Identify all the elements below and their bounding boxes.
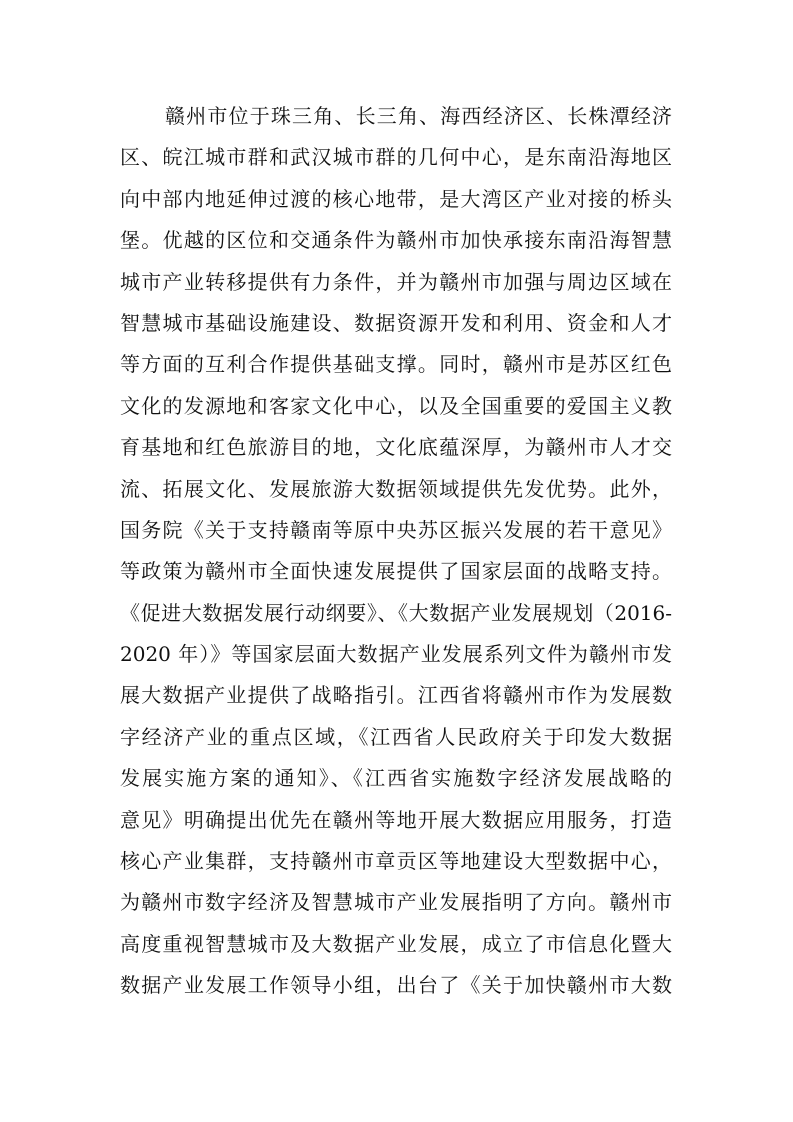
text-line: 展大数据产业提供了战略指引。江西省将赣州市作为发展数 [120,683,672,708]
text-line: 高度重视智慧城市及大数据产业发展，成立了市信息化暨大 [120,931,672,956]
text-line: 字经济产业的重点区域，《江西省人民政府关于印发大数据 [120,724,672,749]
document-body [120,96,672,1007]
text-line: 向中部内地延伸过渡的核心地带，是大湾区产业对接的桥头 [120,186,672,211]
text-line: 《促进大数据发展行动纲要》、《大数据产业发展规划（2016- [120,600,672,625]
text-line: 文化的发源地和客家文化中心，以及全国重要的爱国主义教 [120,393,672,418]
text-line: 核心产业集群，支持赣州市章贡区等地建设大型数据中心， [120,849,672,874]
text-line: 2020 年）》等国家层面大数据产业发展系列文件为赣州市发 [120,642,672,667]
text-line: 流、拓展文化、发展旅游大数据领域提供先发优势。此外， [120,476,672,501]
text-line: 区、皖江城市群和武汉城市群的几何中心，是东南沿海地区 [120,145,672,170]
text-line: 堡。优越的区位和交通条件为赣州市加快承接东南沿海智慧 [120,228,672,253]
text-line: 为赣州市数字经济及智慧城市产业发展指明了方向。赣州市 [120,890,672,915]
text-line: 育基地和红色旅游目的地，文化底蕴深厚，为赣州市人才交 [120,435,672,460]
text-line: 数据产业发展工作领导小组，出台了《关于加快赣州市大数 [120,973,672,998]
text-line: 意见》明确提出优先在赣州等地开展大数据应用服务，打造 [120,807,672,832]
text-line: 等政策为赣州市全面快速发展提供了国家层面的战略支持。 [120,559,672,584]
text-line: 城市产业转移提供有力条件，并为赣州市加强与周边区域在 [120,269,672,294]
text-line: 国务院《关于支持赣南等原中央苏区振兴发展的若干意见》 [120,517,672,542]
text-line: 智慧城市基础设施建设、数据资源开发和利用、资金和人才 [120,310,672,335]
text-line: 等方面的互利合作提供基础支撑。同时，赣州市是苏区红色 [120,352,672,377]
text-line: 发展实施方案的通知》、《江西省实施数字经济发展战略的 [120,766,672,791]
text-line: 赣州市位于珠三角、长三角、海西经济区、长株潭经济 [165,104,672,128]
